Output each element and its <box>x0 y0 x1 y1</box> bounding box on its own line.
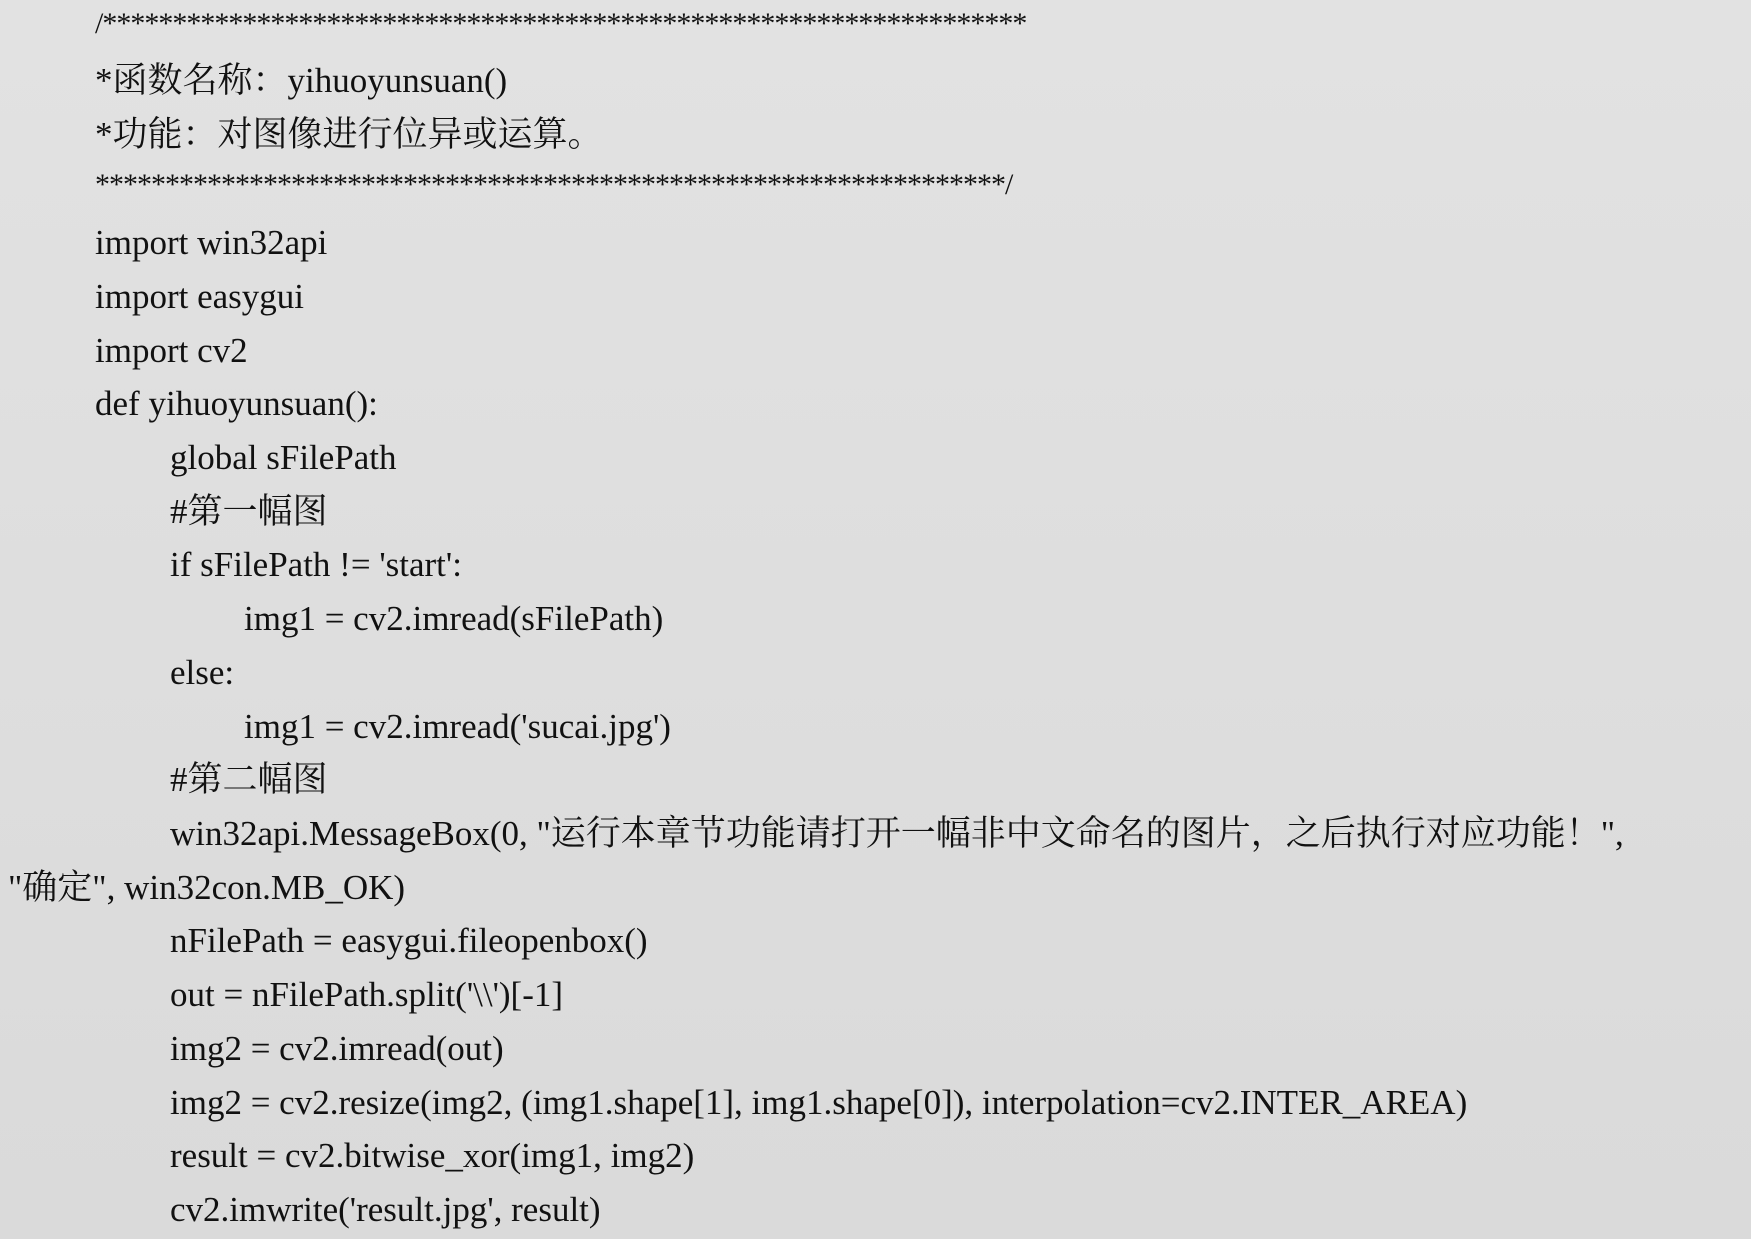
code-line: result = cv2.bitwise_xor(img1, img2) <box>170 1136 695 1175</box>
comment-border-bottom: *****************************************************************/ <box>95 168 1013 201</box>
code-line: img2 = cv2.resize(img2, (img1.shape[1], img1.shape[0]), interpolation=cv2.INTER_AREA) <box>170 1083 1468 1122</box>
code-line: img1 = cv2.imread('sucai.jpg') <box>244 707 671 746</box>
code-line: img2 = cv2.imread(out) <box>170 1029 504 1068</box>
code-line: nFilePath = easygui.fileopenbox() <box>170 921 648 960</box>
code-line: out = nFilePath.split('\\')[-1] <box>170 975 564 1014</box>
code-line: if sFilePath != 'start': <box>170 545 462 584</box>
code-line: def yihuoyunsuan(): <box>95 384 378 423</box>
code-line: import win32api <box>95 223 328 262</box>
comment-border-top: /****************************************************************** <box>95 7 1027 40</box>
code-comment: #第二幅图 <box>170 760 328 799</box>
code-line-continued: "确定", win32con.MB_OK) <box>8 868 406 907</box>
code-line: img1 = cv2.imread(sFilePath) <box>244 599 664 638</box>
code-line: win32api.MessageBox(0, "运行本章节功能请打开一幅非中文命名的图片，之后执行对应功能！", <box>170 814 1624 853</box>
comment-function-desc: *功能：对图像进行位异或运算。 <box>95 115 603 154</box>
code-line: cv2.imwrite('result.jpg', result) <box>170 1190 601 1229</box>
code-line: else: <box>170 653 235 692</box>
code-line: import cv2 <box>95 331 248 370</box>
comment-function-name: *函数名称：yihuoyunsuan() <box>95 61 508 100</box>
code-comment: #第一幅图 <box>170 492 328 531</box>
code-line: global sFilePath <box>170 438 397 477</box>
code-line: import easygui <box>95 277 304 316</box>
